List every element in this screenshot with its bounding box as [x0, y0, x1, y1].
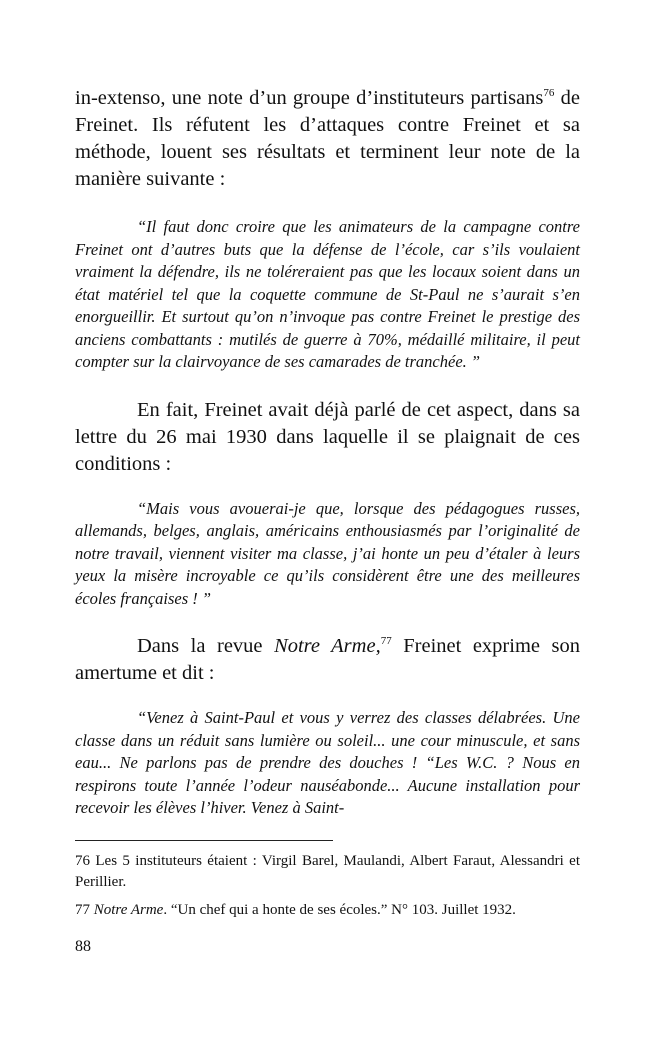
paragraph-1-text: in-extenso, une note d’un groupe d’instituteurs partisans — [75, 87, 544, 109]
footnote-76-number: 76 — [75, 852, 90, 869]
journal-title: Notre Arme, — [274, 635, 381, 657]
quote-1: “Il faut donc croire que les animateurs de la campagne contre Freinet ont d’autres buts que la défense de l’école, car s’ils voulaient vraiment la défendre, ils ne toléreraient pas que les locaux soient dans un état matériel tel que la coquette commune de St-Paul ne s’aurait s’en enorgueillir. Et surtout qu’on n’invoque pas contre Freinet le prestige des anciens combattants : mutilés de guerre à 70%, médaillé militaire, il peut compter sur la clairvoyance de ses camarades de tranchée. ” — [75, 217, 580, 371]
footnote-77-title: Notre Arme — [93, 901, 164, 918]
paragraph-1-text-after: de Freinet. Ils réfutent les d’attaques contre Freinet et sa méthode, louent ses résultats et terminent leur note de la manière suivante : — [75, 87, 580, 190]
footnote-76 — [75, 851, 580, 893]
paragraph-3-after: Freinet exprime son amertume et dit : — [75, 635, 581, 684]
footnote-77-text: . “Un chef qui a honte de ses écoles.” N° 103. Juillet 1932. — [163, 901, 516, 918]
footnote-77 — [75, 900, 580, 921]
paragraph-3-before: Dans la revue — [137, 635, 275, 657]
footnote-divider — [75, 840, 333, 841]
footnote-77-number: 77 — [75, 901, 90, 918]
footnote-ref-77: 77 — [380, 635, 392, 648]
page-number: 88 — [75, 938, 91, 955]
footnote-76-text: Les 5 instituteurs étaient : Virgil Barel, Maulandi, Albert Faraut, Alessandri et Perillier. — [75, 852, 580, 890]
paragraph-1 — [75, 85, 580, 193]
footnote-ref-76: 76 — [543, 87, 555, 100]
paragraph-3 — [75, 633, 580, 687]
paragraph-2: En fait, Freinet avait déjà parlé de cet aspect, dans sa lettre du 26 mai 1930 dans laquelle il se plaignait de ces conditions : — [75, 398, 580, 475]
quote-3: “Venez à Saint-Paul et vous y verrez des classes délabrées. Une classe dans un réduit sans lumière ou soleil... une cour minuscule, et sans eau... Ne parlons pas de prendre des douches ! “Les W.C. ? Nous en respirons toute l’année l’odeur nauséabonde... Aucune installation pour recevoir les élèves l’hiver. Venez à Saint- — [75, 708, 580, 817]
footnotes — [75, 851, 580, 921]
page-content — [75, 85, 580, 928]
quote-2: “Mais vous avouerai-je que, lorsque des pédagogues russes, allemands, belges, anglais, américains enthousiasmés par l’originalité de notre travail, viennent visiter ma classe, j’ai honte un peu d’étaler à leurs yeux la misère incroyable ce qu’ils considèrent être une des meilleures écoles françaises ! ” — [75, 498, 580, 608]
